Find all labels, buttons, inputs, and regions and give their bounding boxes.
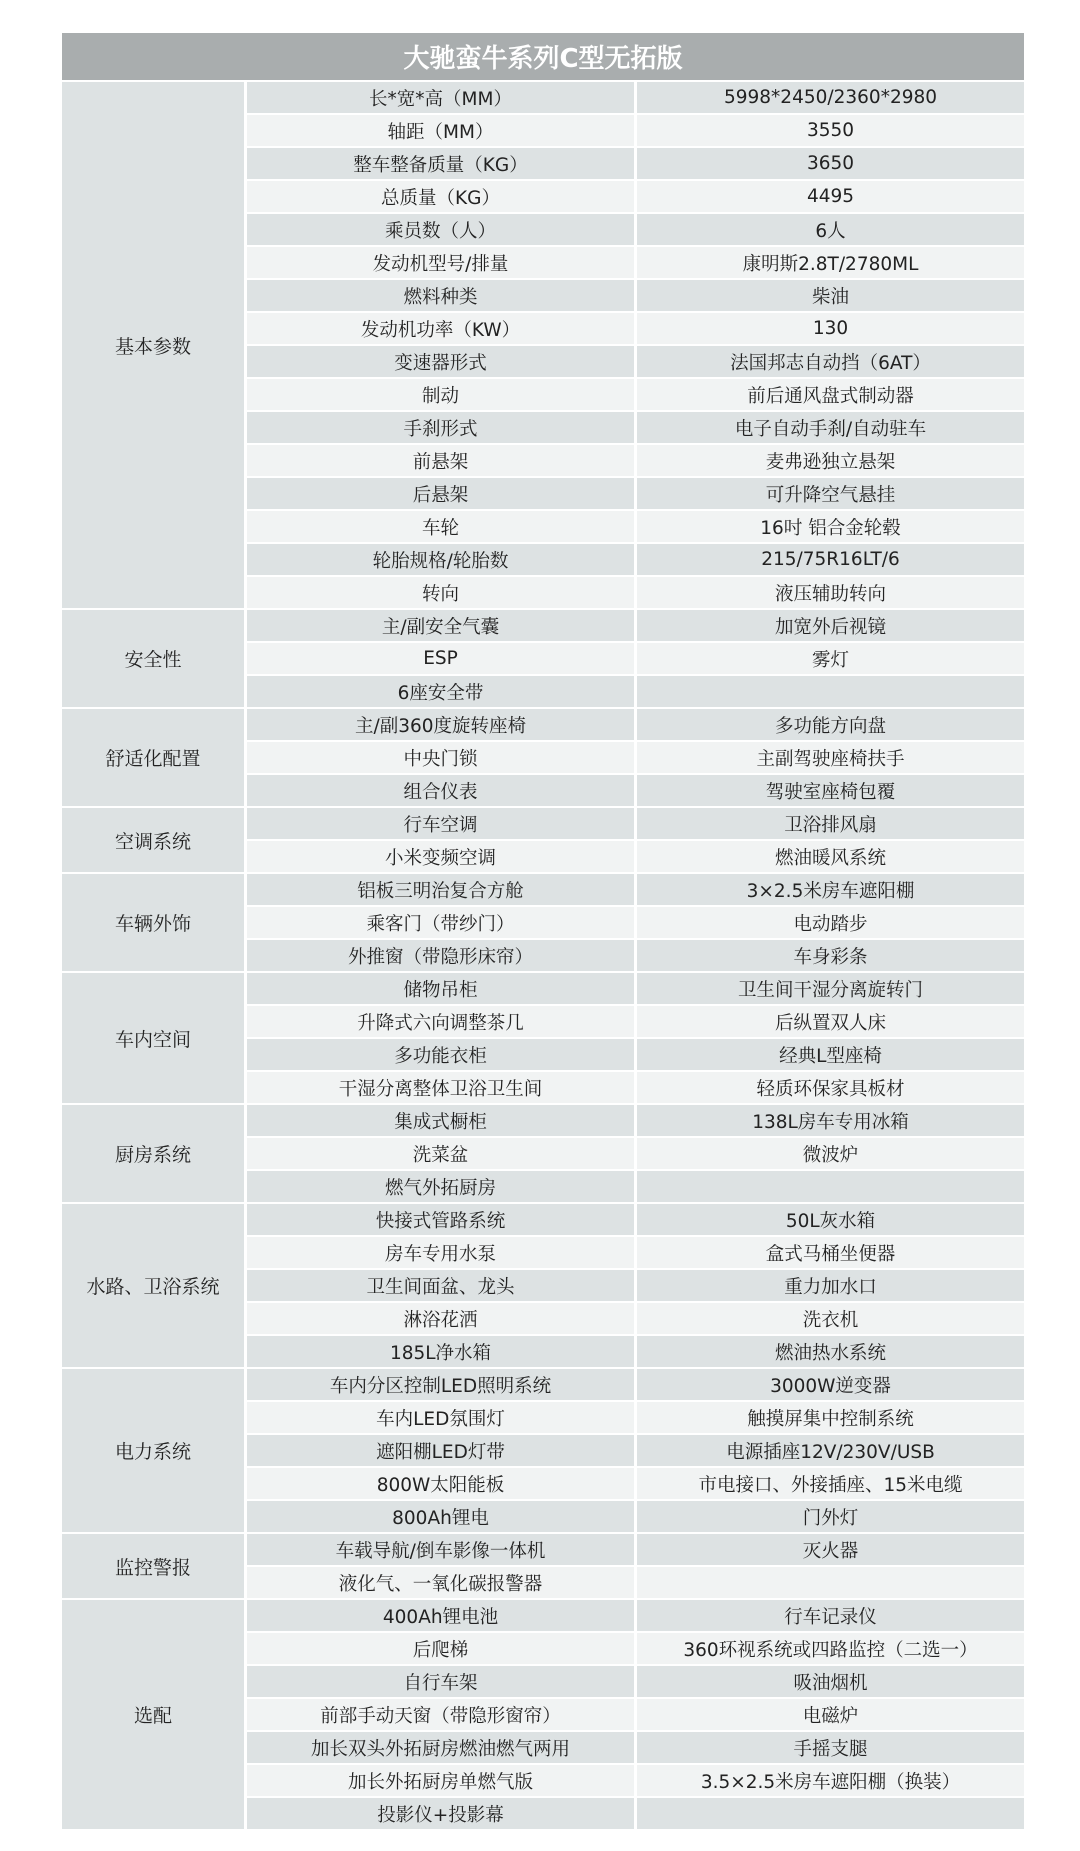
table-row	[247, 1499, 1024, 1532]
spec-item-cell: 洗菜盆	[247, 1138, 634, 1169]
spec-item-cell: 185L净水箱	[247, 1336, 634, 1367]
table-title: 大驰蛮牛系列C型无拓版	[62, 33, 1024, 80]
spec-item-cell: 房车专用水泵	[247, 1237, 634, 1268]
table-row	[247, 82, 1024, 113]
spec-value-cell	[637, 1171, 1024, 1202]
table-row	[247, 1466, 1024, 1499]
spec-value-cell: 16吋 铝合金轮毂	[637, 511, 1024, 542]
spec-item-cell: 长*宽*高（MM）	[247, 82, 634, 113]
spec-value-cell: 盒式马桶坐便器	[637, 1237, 1024, 1268]
spec-value-cell: 后纵置双人床	[637, 1006, 1024, 1037]
section-category: 舒适化配置	[62, 709, 244, 806]
spec-value-cell: 雾灯	[637, 643, 1024, 674]
table-row	[247, 1004, 1024, 1037]
spec-table	[62, 33, 1024, 1829]
spec-value-cell: 经典L型座椅	[637, 1039, 1024, 1070]
spec-value-cell: 3×2.5米房车遮阳棚	[637, 874, 1024, 905]
table-row	[247, 1664, 1024, 1697]
section-rows	[247, 1105, 1024, 1202]
spec-item-cell: 燃气外拓厨房	[247, 1171, 634, 1202]
table-row	[247, 839, 1024, 872]
table-row	[247, 1204, 1024, 1235]
spec-value-cell	[637, 1567, 1024, 1598]
spec-item-cell: 变速器形式	[247, 346, 634, 377]
table-row	[247, 1400, 1024, 1433]
spec-value-cell: 138L房车专用冰箱	[637, 1105, 1024, 1136]
table-row	[247, 1763, 1024, 1796]
spec-value-cell: 车身彩条	[637, 940, 1024, 971]
table-row	[247, 973, 1024, 1004]
spec-value-cell: 5998*2450/2360*2980	[637, 82, 1024, 113]
spec-item-cell: 乘客门（带纱门）	[247, 907, 634, 938]
spec-value-cell: 3.5×2.5米房车遮阳棚（换装）	[637, 1765, 1024, 1796]
spec-section	[62, 1103, 1024, 1202]
table-row	[247, 476, 1024, 509]
section-rows	[247, 1204, 1024, 1367]
table-row	[247, 1631, 1024, 1664]
spec-value-cell: 50L灰水箱	[637, 1204, 1024, 1235]
spec-value-cell: 法国邦志自动挡（6AT）	[637, 346, 1024, 377]
table-row	[247, 1136, 1024, 1169]
spec-item-cell: 6座安全带	[247, 676, 634, 707]
spec-value-cell: 吸油烟机	[637, 1666, 1024, 1697]
table-row	[247, 641, 1024, 674]
spec-item-cell: 800Ah锂电	[247, 1501, 634, 1532]
table-row	[247, 113, 1024, 146]
spec-item-cell: 中央门锁	[247, 742, 634, 773]
table-row	[247, 905, 1024, 938]
spec-value-cell: 可升降空气悬挂	[637, 478, 1024, 509]
table-row	[247, 575, 1024, 608]
section-category: 车内空间	[62, 973, 244, 1103]
table-row	[247, 1697, 1024, 1730]
spec-value-cell: 触摸屏集中控制系统	[637, 1402, 1024, 1433]
spec-value-cell: 重力加水口	[637, 1270, 1024, 1301]
spec-section	[62, 971, 1024, 1103]
spec-item-cell: 主/副360度旋转座椅	[247, 709, 634, 740]
spec-item-cell: 储物吊柜	[247, 973, 634, 1004]
spec-value-cell: 3650	[637, 148, 1024, 179]
table-row	[247, 1796, 1024, 1829]
spec-value-cell: 洗衣机	[637, 1303, 1024, 1334]
spec-item-cell: 总质量（KG）	[247, 181, 634, 212]
spec-value-cell: 柴油	[637, 280, 1024, 311]
table-row	[247, 278, 1024, 311]
table-row	[247, 1369, 1024, 1400]
spec-item-cell: 液化气、一氧化碳报警器	[247, 1567, 634, 1598]
table-row	[247, 1169, 1024, 1202]
spec-section	[62, 707, 1024, 806]
spec-item-cell: 遮阳棚LED灯带	[247, 1435, 634, 1466]
table-row	[247, 610, 1024, 641]
spec-value-cell: 康明斯2.8T/2780ML	[637, 247, 1024, 278]
table-row	[247, 311, 1024, 344]
spec-value-cell: 驾驶室座椅包覆	[637, 775, 1024, 806]
spec-section	[62, 872, 1024, 971]
spec-item-cell: 燃料种类	[247, 280, 634, 311]
table-row	[247, 874, 1024, 905]
table-row	[247, 377, 1024, 410]
spec-value-cell: 燃油暖风系统	[637, 841, 1024, 872]
spec-item-cell: ESP	[247, 643, 634, 674]
spec-item-cell: 投影仪+投影幕	[247, 1798, 634, 1829]
spec-item-cell: 车内分区控制LED照明系统	[247, 1369, 634, 1400]
spec-item-cell: 400Ah锂电池	[247, 1600, 634, 1631]
table-row	[247, 938, 1024, 971]
table-row	[247, 443, 1024, 476]
spec-value-cell: 130	[637, 313, 1024, 344]
spec-value-cell: 3000W逆变器	[637, 1369, 1024, 1400]
section-category: 水路、卫浴系统	[62, 1204, 244, 1367]
table-row	[247, 344, 1024, 377]
table-row	[247, 808, 1024, 839]
table-row	[247, 542, 1024, 575]
section-rows	[247, 1600, 1024, 1829]
spec-item-cell: 升降式六向调整茶几	[247, 1006, 634, 1037]
spec-item-cell: 卫生间面盆、龙头	[247, 1270, 634, 1301]
spec-value-cell: 4495	[637, 181, 1024, 212]
section-category: 监控警报	[62, 1534, 244, 1598]
section-rows	[247, 808, 1024, 872]
section-category: 厨房系统	[62, 1105, 244, 1202]
table-row	[247, 212, 1024, 245]
spec-value-cell	[637, 676, 1024, 707]
spec-item-cell: 干湿分离整体卫浴卫生间	[247, 1072, 634, 1103]
spec-item-cell: 多功能衣柜	[247, 1039, 634, 1070]
spec-section	[62, 1598, 1024, 1829]
spec-value-cell	[637, 1798, 1024, 1829]
section-rows	[247, 1369, 1024, 1532]
section-category: 电力系统	[62, 1369, 244, 1532]
spec-section	[62, 82, 1024, 608]
spec-value-cell: 主副驾驶座椅扶手	[637, 742, 1024, 773]
table-row	[247, 1301, 1024, 1334]
table-row	[247, 179, 1024, 212]
spec-item-cell: 800W太阳能板	[247, 1468, 634, 1499]
table-row	[247, 1235, 1024, 1268]
spec-item-cell: 车轮	[247, 511, 634, 542]
spec-item-cell: 转向	[247, 577, 634, 608]
spec-value-cell: 门外灯	[637, 1501, 1024, 1532]
spec-item-cell: 前悬架	[247, 445, 634, 476]
table-row	[247, 1433, 1024, 1466]
table-row	[247, 773, 1024, 806]
table-row	[247, 1105, 1024, 1136]
spec-item-cell: 制动	[247, 379, 634, 410]
spec-item-cell: 集成式橱柜	[247, 1105, 634, 1136]
spec-item-cell: 行车空调	[247, 808, 634, 839]
table-row	[247, 1600, 1024, 1631]
table-row	[247, 1268, 1024, 1301]
spec-value-cell: 多功能方向盘	[637, 709, 1024, 740]
table-row	[247, 1730, 1024, 1763]
spec-item-cell: 发动机型号/排量	[247, 247, 634, 278]
spec-section	[62, 1202, 1024, 1367]
spec-value-cell: 微波炉	[637, 1138, 1024, 1169]
spec-item-cell: 后爬梯	[247, 1633, 634, 1664]
table-row	[247, 1070, 1024, 1103]
spec-item-cell: 加长双头外拓厨房燃油燃气两用	[247, 1732, 634, 1763]
table-row	[247, 1037, 1024, 1070]
table-row	[247, 1534, 1024, 1565]
spec-value-cell: 行车记录仪	[637, 1600, 1024, 1631]
spec-section	[62, 1367, 1024, 1532]
spec-item-cell: 乘员数（人）	[247, 214, 634, 245]
spec-value-cell: 手摇支腿	[637, 1732, 1024, 1763]
spec-item-cell: 发动机功率（KW）	[247, 313, 634, 344]
section-category: 基本参数	[62, 82, 244, 608]
spec-item-cell: 铝板三明治复合方舱	[247, 874, 634, 905]
spec-value-cell: 灭火器	[637, 1534, 1024, 1565]
spec-value-cell: 轻质环保家具板材	[637, 1072, 1024, 1103]
section-category: 安全性	[62, 610, 244, 707]
spec-section	[62, 1532, 1024, 1598]
spec-value-cell: 电动踏步	[637, 907, 1024, 938]
spec-value-cell: 360环视系统或四路监控（二选一）	[637, 1633, 1024, 1664]
spec-item-cell: 手刹形式	[247, 412, 634, 443]
section-rows	[247, 610, 1024, 707]
table-row	[247, 509, 1024, 542]
spec-item-cell: 轮胎规格/轮胎数	[247, 544, 634, 575]
spec-item-cell: 快接式管路系统	[247, 1204, 634, 1235]
spec-item-cell: 外推窗（带隐形床帘）	[247, 940, 634, 971]
section-category: 车辆外饰	[62, 874, 244, 971]
spec-value-cell: 卫生间干湿分离旋转门	[637, 973, 1024, 1004]
spec-value-cell: 麦弗逊独立悬架	[637, 445, 1024, 476]
spec-value-cell: 加宽外后视镜	[637, 610, 1024, 641]
table-row	[247, 709, 1024, 740]
section-rows	[247, 82, 1024, 608]
section-rows	[247, 1534, 1024, 1598]
spec-item-cell: 淋浴花洒	[247, 1303, 634, 1334]
spec-value-cell: 3550	[637, 115, 1024, 146]
table-body	[62, 82, 1024, 1829]
table-row	[247, 1565, 1024, 1598]
spec-item-cell: 车载导航/倒车影像一体机	[247, 1534, 634, 1565]
spec-item-cell: 小米变频空调	[247, 841, 634, 872]
spec-value-cell: 电源插座12V/230V/USB	[637, 1435, 1024, 1466]
spec-value-cell: 市电接口、外接插座、15米电缆	[637, 1468, 1024, 1499]
section-rows	[247, 874, 1024, 971]
table-row	[247, 146, 1024, 179]
spec-item-cell: 整车整备质量（KG）	[247, 148, 634, 179]
spec-item-cell: 主/副安全气囊	[247, 610, 634, 641]
section-rows	[247, 709, 1024, 806]
section-category: 空调系统	[62, 808, 244, 872]
spec-section	[62, 806, 1024, 872]
spec-item-cell: 后悬架	[247, 478, 634, 509]
table-row	[247, 245, 1024, 278]
table-row	[247, 674, 1024, 707]
spec-value-cell: 电磁炉	[637, 1699, 1024, 1730]
spec-value-cell: 前后通风盘式制动器	[637, 379, 1024, 410]
table-row	[247, 410, 1024, 443]
spec-item-cell: 前部手动天窗（带隐形窗帘）	[247, 1699, 634, 1730]
table-row	[247, 1334, 1024, 1367]
section-category: 选配	[62, 1600, 244, 1829]
spec-value-cell: 电子自动手刹/自动驻车	[637, 412, 1024, 443]
table-row	[247, 740, 1024, 773]
section-rows	[247, 973, 1024, 1103]
spec-item-cell: 加长外拓厨房单燃气版	[247, 1765, 634, 1796]
spec-value-cell: 6人	[637, 214, 1024, 245]
spec-item-cell: 轴距（MM）	[247, 115, 634, 146]
spec-value-cell: 卫浴排风扇	[637, 808, 1024, 839]
spec-value-cell: 燃油热水系统	[637, 1336, 1024, 1367]
spec-item-cell: 组合仪表	[247, 775, 634, 806]
spec-item-cell: 自行车架	[247, 1666, 634, 1697]
spec-section	[62, 608, 1024, 707]
spec-item-cell: 车内LED氛围灯	[247, 1402, 634, 1433]
spec-value-cell: 215/75R16LT/6	[637, 544, 1024, 575]
spec-value-cell: 液压辅助转向	[637, 577, 1024, 608]
